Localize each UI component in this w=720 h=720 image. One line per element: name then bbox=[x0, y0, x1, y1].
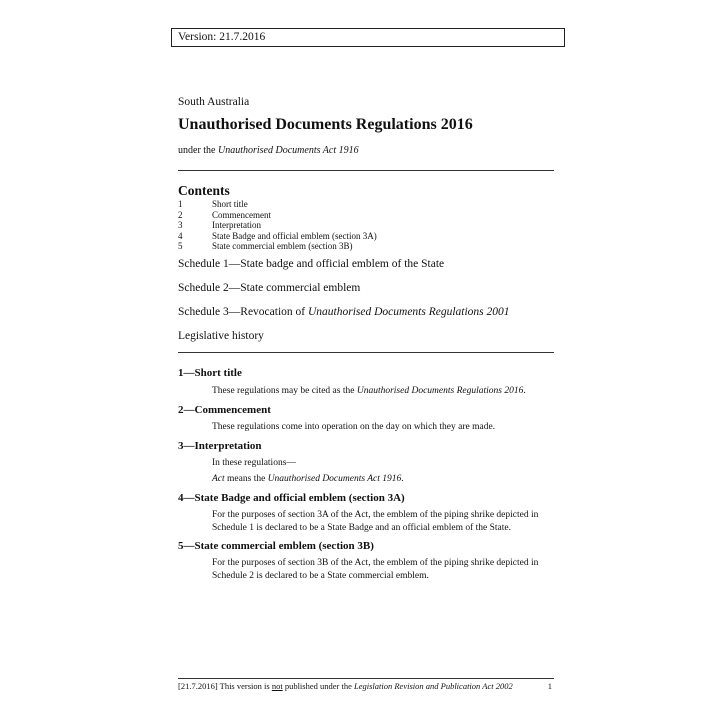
footer bbox=[178, 681, 554, 691]
footer-act-name: Legislation Revision and Publication Act 2002 bbox=[353, 681, 513, 691]
enabling-act-line bbox=[178, 145, 359, 156]
contents-item[interactable] bbox=[178, 210, 377, 221]
version-box bbox=[171, 28, 565, 47]
schedule-3-prefix: Schedule 3—Revocation of bbox=[178, 306, 308, 318]
section-5-text bbox=[212, 557, 557, 583]
section-1-text-suffix: . bbox=[523, 386, 526, 396]
footer-prefix: [21.7.2016] This version is bbox=[178, 681, 272, 691]
definition-act-name: Unauthorised Documents Act 1916 bbox=[267, 474, 402, 484]
contents-item-number: 1 bbox=[178, 199, 183, 209]
section-5-line-2: Schedule 2 is declared to be a State commercial emblem. bbox=[212, 571, 429, 581]
definition-suffix: . bbox=[401, 474, 404, 484]
footer-underlined: not bbox=[271, 681, 283, 691]
section-2-text: These regulations come into operation on the day on which they are made. bbox=[212, 422, 496, 432]
definition-middle: means the bbox=[224, 474, 268, 484]
contents-item-label: Short title bbox=[212, 199, 248, 209]
contents-item[interactable] bbox=[178, 231, 377, 242]
contents-item-number: 2 bbox=[178, 209, 183, 220]
contents-item[interactable] bbox=[178, 241, 377, 252]
contents-item-label: Interpretation bbox=[212, 220, 261, 231]
legislative-history-link[interactable]: Legislative history bbox=[178, 330, 264, 342]
page-number: 1 bbox=[547, 681, 552, 691]
jurisdiction: South Australia bbox=[178, 96, 250, 108]
page-title: Unauthorised Documents Regulations 2016 bbox=[178, 116, 473, 133]
section-5-line-1: For the purposes of section 3B of the Act, the emblem of the piping shrike depicted in bbox=[212, 558, 539, 568]
contents-item[interactable] bbox=[178, 199, 377, 210]
version-label: Version: 21.7.2016 bbox=[178, 31, 266, 43]
enabling-act-prefix: under the bbox=[178, 145, 218, 156]
section-1-heading: 1—Short title bbox=[178, 367, 242, 379]
section-3-heading: 3—Interpretation bbox=[178, 440, 262, 452]
section-1-text bbox=[212, 385, 557, 398]
schedule-1-link[interactable]: Schedule 1—State badge and official emblem of the State bbox=[178, 258, 445, 270]
schedule-3-title: Unauthorised Documents Regulations 2001 bbox=[307, 306, 510, 318]
enabling-act-name: Unauthorised Documents Act 1916 bbox=[218, 145, 359, 156]
contents-item[interactable] bbox=[178, 220, 377, 231]
defined-term: Act bbox=[212, 474, 225, 484]
section-3-intro: In these regulations— bbox=[212, 458, 296, 468]
contents-item-label: Commencement bbox=[212, 209, 271, 220]
section-4-line-2: Schedule 1 is declared to be a State Badge and an official emblem of the State. bbox=[212, 523, 511, 533]
section-5-heading: 5—State commercial emblem (section 3B) bbox=[178, 540, 374, 552]
contents-item-number: 4 bbox=[178, 230, 183, 241]
section-4-text bbox=[212, 509, 557, 535]
contents-list bbox=[178, 199, 377, 252]
footer-divider bbox=[178, 678, 554, 679]
section-4-line-1: For the purposes of section 3A of the Act, the emblem of the piping shrike depicted in bbox=[212, 510, 539, 520]
schedule-3-link[interactable] bbox=[178, 306, 510, 318]
footer-middle: published under the bbox=[282, 681, 354, 691]
section-2-heading: 2—Commencement bbox=[178, 404, 271, 416]
schedule-2-link[interactable]: Schedule 2—State commercial emblem bbox=[178, 282, 361, 294]
section-3-definition bbox=[212, 473, 557, 486]
divider bbox=[178, 170, 554, 171]
contents-heading: Contents bbox=[178, 183, 230, 198]
section-1-text-prefix: These regulations may be cited as the bbox=[212, 386, 357, 396]
contents-item-number: 3 bbox=[178, 220, 183, 231]
contents-item-label: State Badge and official emblem (section 3A) bbox=[212, 230, 377, 241]
section-4-heading: 4—State Badge and official emblem (section 3A) bbox=[178, 492, 405, 504]
divider bbox=[178, 352, 554, 353]
section-1-cited-title: Unauthorised Documents Regulations 2016 bbox=[356, 386, 524, 396]
contents-item-number: 5 bbox=[178, 241, 183, 252]
contents-item-label: State commercial emblem (section 3B) bbox=[212, 241, 353, 252]
